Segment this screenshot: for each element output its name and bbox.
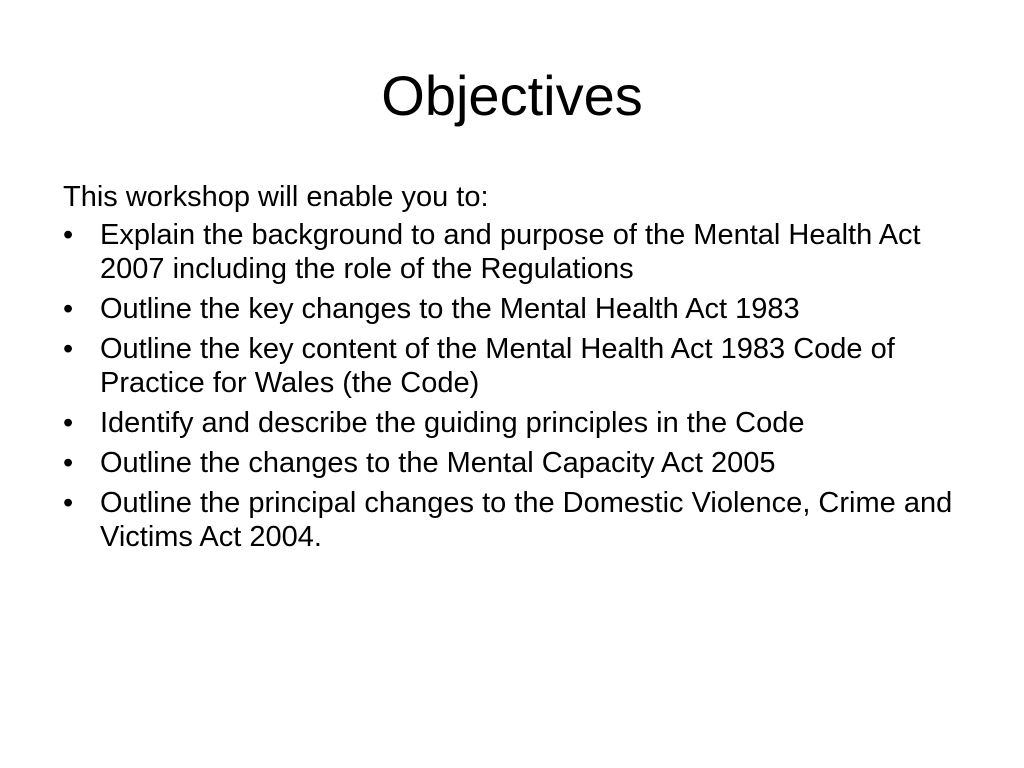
objective-text: Identify and describe the guiding principles in the Code: [100, 407, 805, 439]
bullet-icon: •: [63, 447, 74, 479]
slide-title: Objectives: [381, 64, 643, 127]
intro-text: This workshop will enable you to:: [63, 181, 489, 213]
bullet-icon: •: [63, 407, 74, 439]
slide-content: [63, 180, 963, 560]
bullet-icon: •: [63, 333, 74, 365]
objective-text: Outline the key changes to the Mental Health Act 1983: [100, 293, 800, 325]
bullet-icon: •: [63, 293, 74, 325]
objective-item: [63, 406, 963, 440]
objective-item: [63, 446, 963, 480]
objective-text: Outline the principal changes to the Domestic Violence, Crime and Victims Act 2004.: [100, 487, 953, 553]
objectives-list: [63, 218, 963, 554]
objective-text: Explain the background to and purpose of the Mental Health Act 2007 including the role of the Regulations: [100, 219, 921, 285]
objective-text: Outline the key content of the Mental Health Act 1983 Code of Practice for Wales (the Code): [100, 333, 895, 399]
objective-item: [63, 332, 963, 400]
bullet-icon: •: [63, 219, 74, 251]
objective-item: [63, 486, 963, 554]
objective-item: [63, 218, 963, 286]
objective-item: [63, 292, 963, 326]
bullet-icon: •: [63, 487, 74, 519]
objective-text: Outline the changes to the Mental Capacity Act 2005: [100, 447, 776, 479]
